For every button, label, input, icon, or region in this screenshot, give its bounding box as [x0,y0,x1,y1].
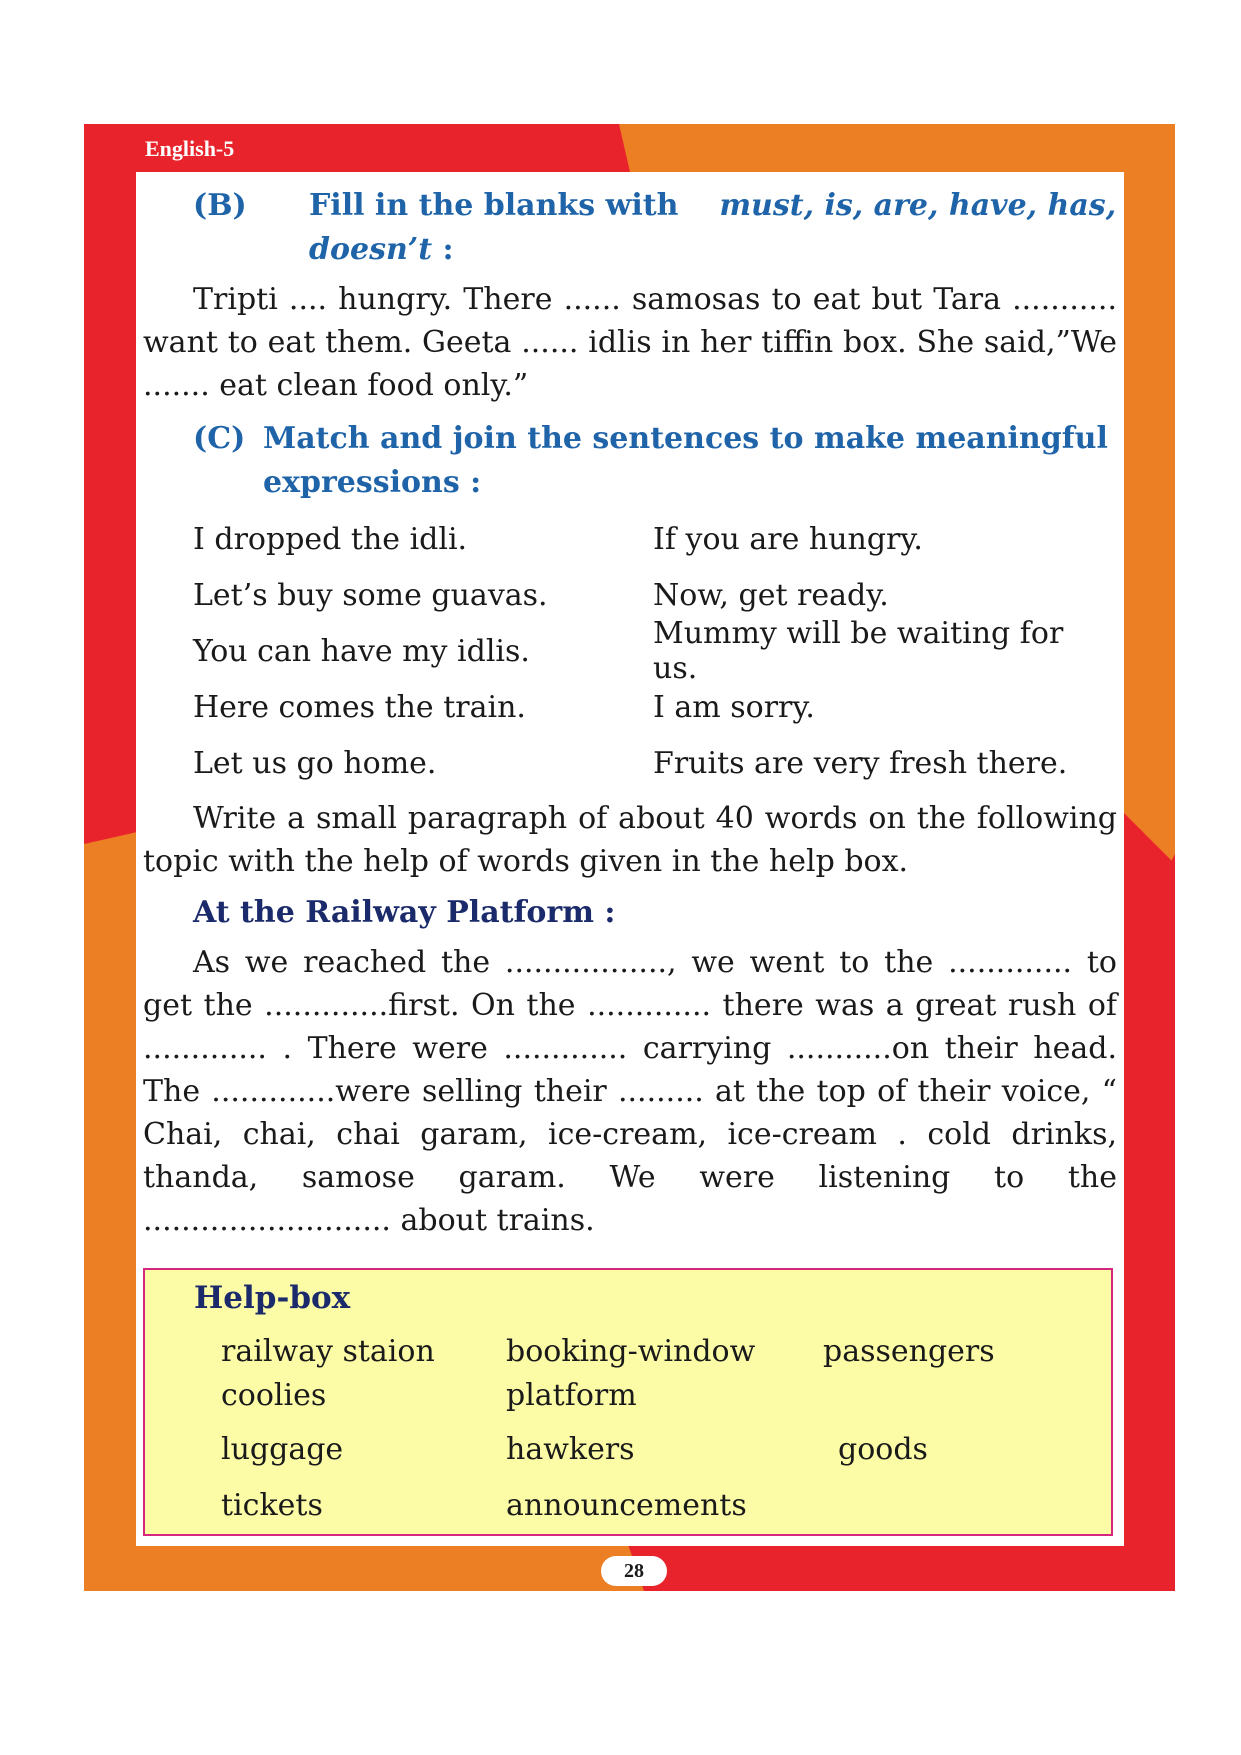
match-row [193,735,1117,791]
match-right: Mummy will be waiting for us. [653,616,1064,686]
section-b-words: must, is, are, have, has, [719,188,1117,223]
match-right: I am sorry. [653,689,815,725]
match-right: Fruits are very fresh there. [653,745,1068,781]
help-word: tickets [221,1488,323,1523]
help-word: coolies [221,1378,327,1413]
writing-topic: At the Railway Platform : [193,895,616,930]
help-word: announcements [506,1488,747,1523]
help-box [143,1268,1113,1536]
match-left: Here comes the train. [193,689,526,725]
section-b-tag: (B) [193,188,247,223]
match-left: Let us go home. [193,745,437,781]
match-row [193,616,1117,686]
help-word: goods [838,1432,928,1467]
section-b-instruction: Fill in the blanks with [309,188,679,223]
match-row [193,679,1117,735]
book-title: English-5 [145,136,235,161]
match-left: Let’s buy some guavas. [193,577,548,613]
match-right: Now, get ready. [653,577,889,613]
match-right: If you are hungry. [653,521,923,557]
section-b-colon: : [432,232,454,267]
help-box-title: Help-box [194,1280,351,1316]
section-b-heading [193,184,1117,272]
section-b-paragraph: Tripti .... hungry. There ...... samosas to eat but Tara ........... want to eat them. Geeta ...... idlis in her tiffin box. She said,”We ....... eat clean food only.” [143,282,1117,403]
match-row [193,567,1117,623]
help-word: passengers [823,1334,995,1369]
match-left: You can have my idlis. [193,633,530,669]
match-row [193,511,1117,567]
page-content [143,184,1117,1242]
match-left: I dropped the idli. [193,521,468,557]
section-b-words-line2: doesn’t [309,232,433,267]
help-word: hawkers [506,1432,635,1467]
help-word: luggage [221,1432,344,1467]
page-number: 28 [601,1556,667,1586]
help-word: platform [506,1378,637,1413]
match-table [193,511,1117,791]
help-word: railway staion [221,1334,435,1369]
section-c-tag: (C) [193,421,246,456]
section-c-instruction: Match and join the sentences to make meaningful expressions : [263,421,1108,500]
help-word: booking-window [506,1334,756,1369]
writing-passage: As we reached the ................., we went to the ............. to get the .............first. On the ............. there was a great rush of ............. . There were ............. carrying ...........on their head. The .............were selling their ......... at the top of their voice, “ Chai, chai, chai garam, ice-cream, ice-cream . cold drinks, thanda, samose garam. We were listening to the .......................... about trains. [143,945,1117,1238]
section-c-heading [193,417,1117,505]
writing-prompt: Write a small paragraph of about 40 words on the following topic with the help of words given in the help box. [143,801,1117,879]
